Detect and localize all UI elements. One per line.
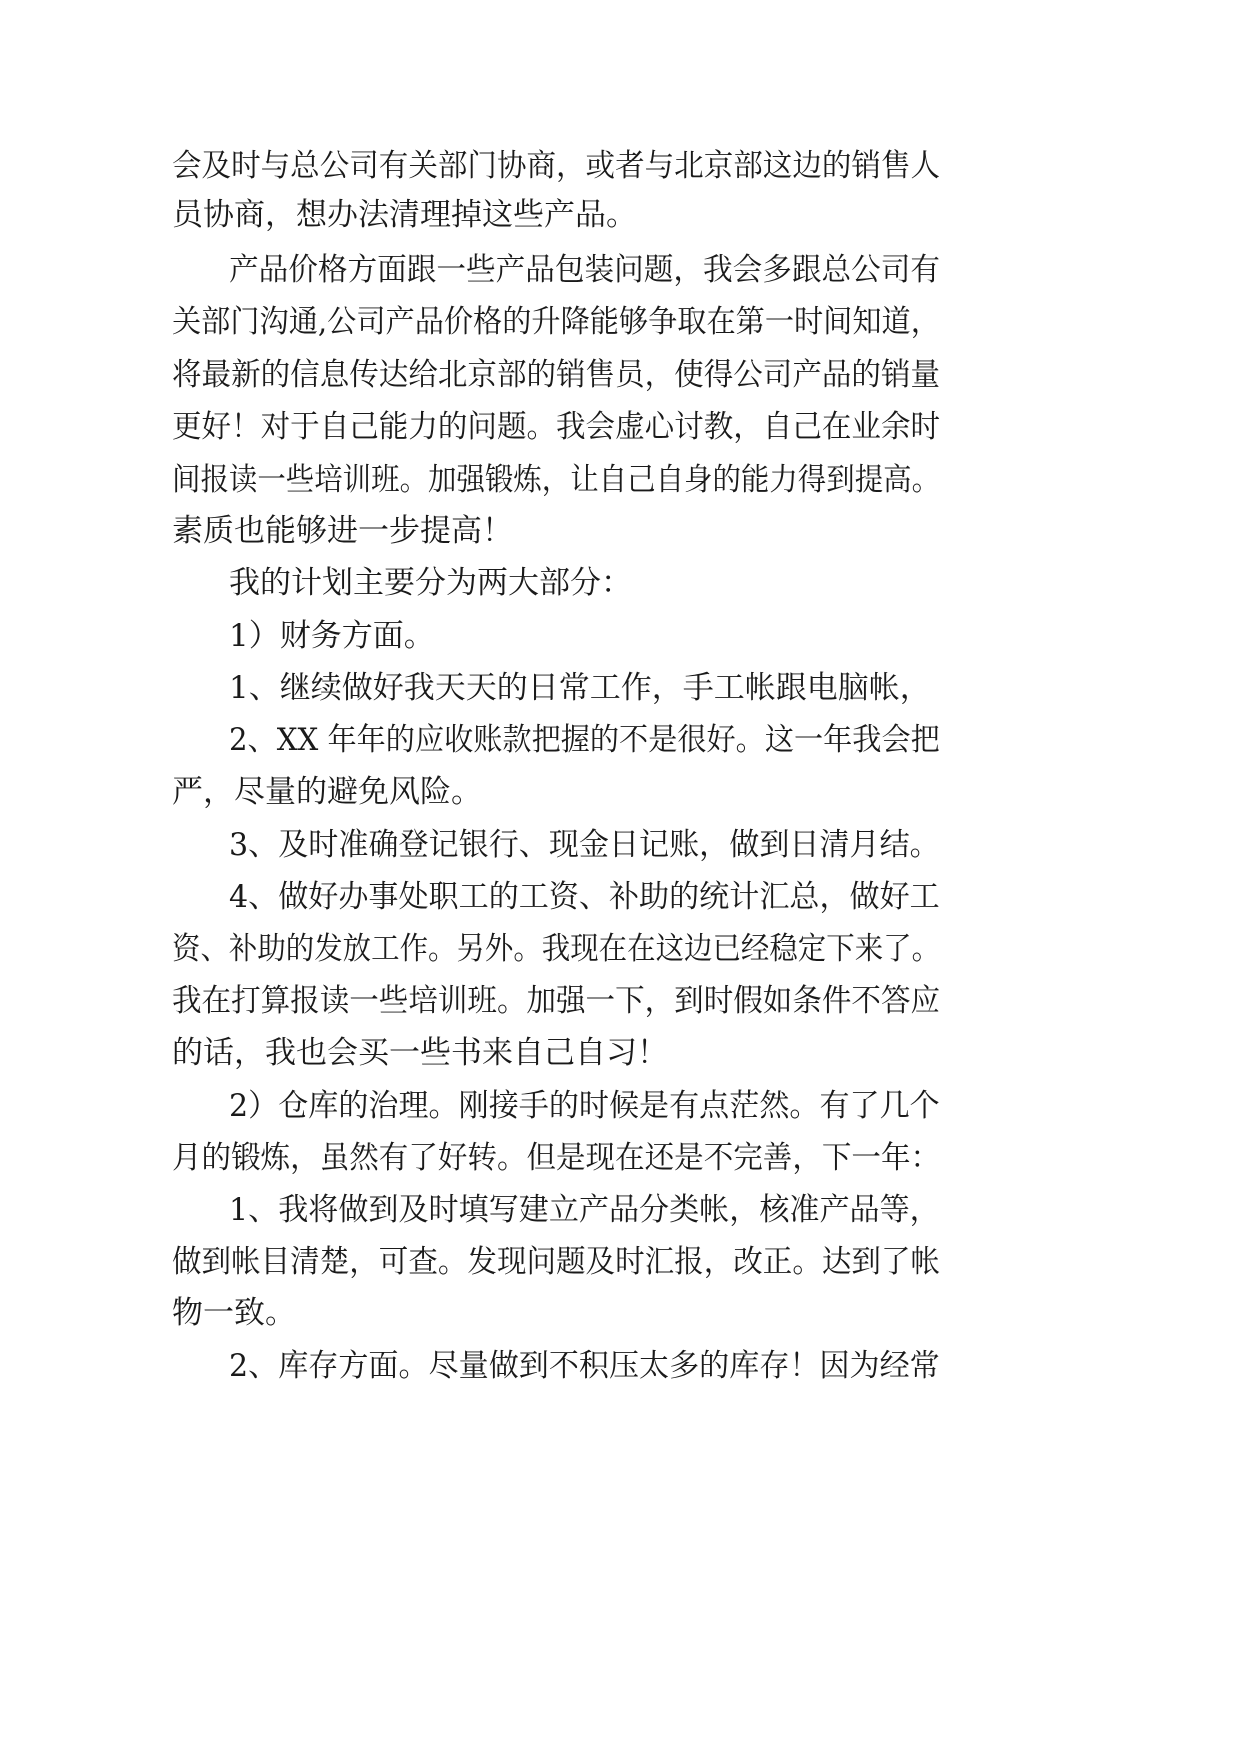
text-line: 4、做好办事处职工的工资、补助的统计汇总，做好工 [229, 879, 940, 915]
text-line: 1）财务方面。 [229, 618, 435, 654]
text-line: 严，尽量的避免风险。 [172, 774, 482, 810]
text-line: 将最新的信息传达给北京部的销售员，使得公司产品的销量 [172, 357, 941, 393]
text-line: 物一致。 [172, 1295, 296, 1331]
text-line: 月的锻炼，虽然有了好转。但是现在还是不完善，下一年： [172, 1140, 941, 1176]
text-line: 会及时与总公司有关部门协商，或者与北京部这边的销售人 [172, 148, 941, 184]
text-line: 资、补助的发放工作。另外。我现在在这边已经稳定下来了。 [172, 931, 941, 967]
text-line: 更好！对于自己能力的问题。我会虚心讨教，自己在业余时 [172, 409, 941, 445]
text-line: 关部门沟通,公司产品价格的升降能够争取在第一时间知道， [172, 304, 940, 340]
text-line: 产品价格方面跟一些产品包装问题，我会多跟总公司有 [229, 252, 940, 288]
text-line: 2、XX 年年的应收账款把握的不是很好。这一年我会把 [229, 722, 940, 758]
text-line: 2、库存方面。尽量做到不积压太多的库存！因为经常 [229, 1348, 940, 1384]
text-line: 我的计划主要分为两大部分： [229, 565, 632, 601]
text-line: 2）仓库的治理。刚接手的时候是有点茫然。有了几个 [229, 1088, 940, 1124]
text-line: 我在打算报读一些培训班。加强一下，到时假如条件不答应 [172, 983, 941, 1019]
text-line: 1、继续做好我天天的日常工作，手工帐跟电脑帐， [229, 670, 931, 706]
text-line: 员协商，想办法清理掉这些产品。 [172, 197, 637, 233]
text-line: 做到帐目清楚，可查。发现问题及时汇报，改正。达到了帐 [172, 1244, 941, 1280]
text-line: 的话，我也会买一些书来自己自习！ [172, 1035, 668, 1071]
text-line: 素质也能够进一步提高！ [172, 513, 513, 549]
text-line: 间报读一些培训班。加强锻炼，让自己自身的能力得到提高。 [172, 462, 941, 498]
text-line: 1、我将做到及时填写建立产品分类帐，核准产品等， [229, 1192, 940, 1228]
text-line: 3、及时准确登记银行、现金日记账，做到日清月结。 [229, 827, 940, 863]
